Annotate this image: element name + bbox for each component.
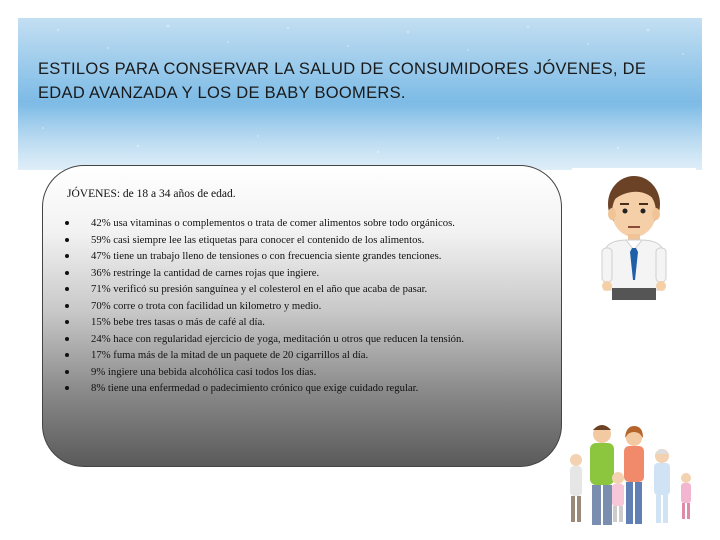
list-item: 71% verificó su presión sanguínea y el colesterol en el año que acaba de pasar. [63, 281, 464, 298]
header-gloss [18, 106, 702, 170]
list-item: 47% tiene un trabajo lleno de tensiones o con frecuencia siente grandes tenciones. [63, 248, 464, 265]
list-item: 17% fuma más de la mitad de un paquete de 20 cigarrillos al día. [63, 347, 464, 364]
list-item: 15% bebe tres tasas o más de café al día. [63, 314, 464, 331]
list-item: 24% hace con regularidad ejercicio de yoga, meditación u otros que reducen la tensión. [63, 331, 464, 348]
box-heading: JÓVENES: de 18 a 34 años de edad. [67, 188, 236, 200]
list-item: 9% ingiere una bebida alcohólica casi todos los días. [63, 364, 464, 381]
slide-title: ESTILOS PARA CONSERVAR LA SALUD DE CONSUMIDORES JÓVENES, DE EDAD AVANZADA Y LOS DE BABY BOOMERS. [38, 60, 647, 102]
list-item: 36% restringe la cantidad de carnes rojas que ingiere. [63, 265, 464, 282]
stat-list [63, 215, 464, 397]
family-illustration [562, 408, 700, 530]
list-item: 59% casi siempre lee las etiquetas para conocer el contenido de los alimentos. [63, 232, 464, 249]
man-illustration [572, 168, 696, 300]
list-item: 8% tiene una enfermedad o padecimiento crónico que exige cuidado regular. [63, 380, 464, 397]
list-item: 70% corre o trota con facilidad un kilometro y medio. [63, 298, 464, 315]
list-item: 42% usa vitaminas o complementos o trata de comer alimentos sobre todo orgánicos. [63, 215, 464, 232]
content-box [42, 165, 562, 467]
